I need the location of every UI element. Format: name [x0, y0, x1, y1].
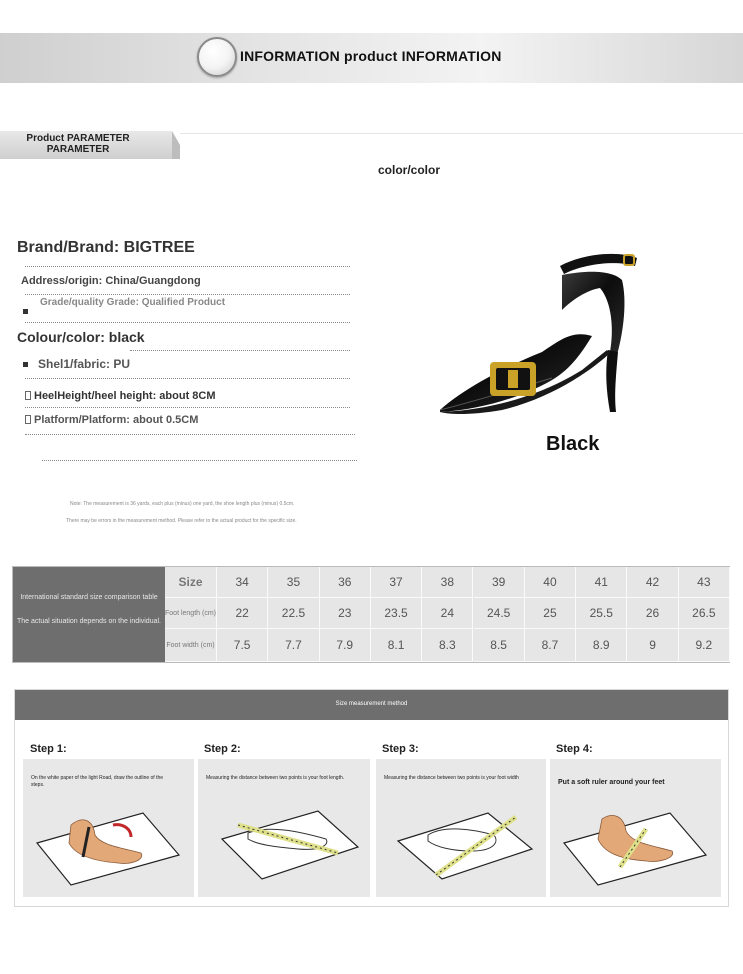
foot-width-row-cell: 7.7: [268, 629, 319, 662]
parameter-tab-label: Product PARAMETER PARAMETER: [26, 133, 130, 155]
divider: [180, 133, 743, 134]
size-table-subtitle: The actual situation depends on the individual.: [17, 618, 161, 625]
size-row-cell: 34: [217, 567, 268, 598]
bullet-icon: [23, 362, 28, 367]
size-row-cell: 37: [371, 567, 422, 598]
divider: [25, 294, 350, 295]
measurement-title: Size measurement method: [335, 701, 408, 707]
foot-length-row-cell: 26: [627, 598, 678, 629]
note-errors: There may be errors in the measurement method. Please refer to the actual product for the specific size.: [66, 518, 297, 524]
foot-length-row-cell: 24.5: [474, 598, 525, 629]
divider: [130, 350, 350, 351]
color-heading: color/color: [378, 163, 441, 177]
foot-width-row-cell: 8.5: [474, 629, 525, 662]
spec-colour: Colour/color: black: [17, 329, 145, 345]
step-3-panel: [376, 759, 546, 897]
step-3-illustration: [376, 795, 546, 895]
step-4-desc: Put a soft ruler around your feet: [558, 779, 665, 786]
size-table-title-panel: [13, 567, 165, 662]
divider: [25, 322, 350, 323]
foot-width-row-cell: 9.2: [679, 629, 730, 662]
step-1-panel: [23, 759, 194, 897]
checkbox-icon: [25, 415, 31, 424]
size-row-cell: 36: [320, 567, 371, 598]
foot-length-row-label: Foot length (cm): [165, 598, 217, 629]
divider: [25, 434, 355, 435]
step-4-illustration: [550, 795, 721, 895]
size-row-label: Size: [165, 567, 217, 598]
foot-width-row-label: Foot width (cm): [165, 629, 217, 662]
step-1-desc: On the white paper of the light Road, draw the outline of the steps.: [31, 775, 164, 788]
measurement-header: [15, 690, 728, 720]
shoe-image: [432, 240, 642, 420]
step-2-desc: Measuring the distance between two points is your foot length.: [206, 775, 345, 781]
banner-circle-icon: [197, 37, 237, 77]
divider: [42, 460, 357, 461]
size-row-cell: 39: [474, 567, 525, 598]
foot-width-row-cell: 8.7: [525, 629, 576, 662]
divider: [25, 378, 350, 379]
spec-heel-text: HeelHeight/heel height: about 8CM: [34, 390, 216, 402]
size-row-cell: 41: [576, 567, 627, 598]
note-measurement: Note: The measurement is 36 yards, each plus (minus) one yard, the shoe length plus (minus) 0.5cm.: [70, 501, 295, 507]
size-table-title: International standard size comparison table: [20, 594, 158, 601]
foot-length-row-cell: 25.5: [576, 598, 627, 629]
size-table: [12, 566, 730, 663]
foot-width-row-cell: 8.1: [371, 629, 422, 662]
spec-brand: Brand/Brand: BIGTREE: [17, 239, 195, 256]
foot-length-row-cell: 22: [217, 598, 268, 629]
foot-length-row-cell: 24: [422, 598, 473, 629]
spec-shell: Shel1/fabric: PU: [38, 357, 131, 371]
step-3-desc: Measuring the distance between two points is your foot width: [384, 775, 519, 781]
step-4-label: Step 4:: [556, 743, 593, 755]
step-3-label: Step 3:: [382, 743, 419, 755]
foot-width-row-cell: 8.3: [422, 629, 473, 662]
step-2-label: Step 2:: [204, 743, 241, 755]
foot-length-row-cell: 25: [525, 598, 576, 629]
spec-platform: [25, 414, 198, 426]
step-2-illustration: [198, 795, 370, 895]
divider: [25, 266, 350, 267]
size-row-cell: 42: [627, 567, 678, 598]
size-row-cell: 43: [679, 567, 730, 598]
checkbox-icon: [25, 391, 31, 400]
size-grid: [165, 567, 730, 662]
foot-width-row-cell: 8.9: [576, 629, 627, 662]
size-row-cell: 35: [268, 567, 319, 598]
spec-heel: [25, 390, 216, 402]
spec-platform-text: Platform/Platform: about 0.5CM: [34, 414, 199, 426]
foot-width-row-cell: 7.9: [320, 629, 371, 662]
foot-length-row-cell: 23.5: [371, 598, 422, 629]
parameter-tab: [0, 131, 172, 159]
spec-grade: Grade/quality Grade: Qualified Product: [40, 297, 226, 308]
spec-address: Address/origin: China/Guangdong: [21, 275, 201, 287]
header-title: INFORMATION product INFORMATION: [240, 48, 502, 64]
step-1-illustration: [23, 795, 194, 895]
foot-length-row-cell: 26.5: [679, 598, 730, 629]
bullet-icon: [23, 309, 28, 314]
foot-width-row-cell: 9: [627, 629, 678, 662]
size-row-cell: 38: [422, 567, 473, 598]
size-row-cell: 40: [525, 567, 576, 598]
step-4-panel: [550, 759, 721, 897]
foot-width-row-cell: 7.5: [217, 629, 268, 662]
step-1-label: Step 1:: [30, 743, 67, 755]
step-2-panel: [198, 759, 370, 897]
foot-length-row-cell: 23: [320, 598, 371, 629]
header-banner: [0, 33, 743, 83]
foot-length-row-cell: 22.5: [268, 598, 319, 629]
divider: [25, 407, 350, 408]
product-color-label: Black: [546, 433, 600, 455]
